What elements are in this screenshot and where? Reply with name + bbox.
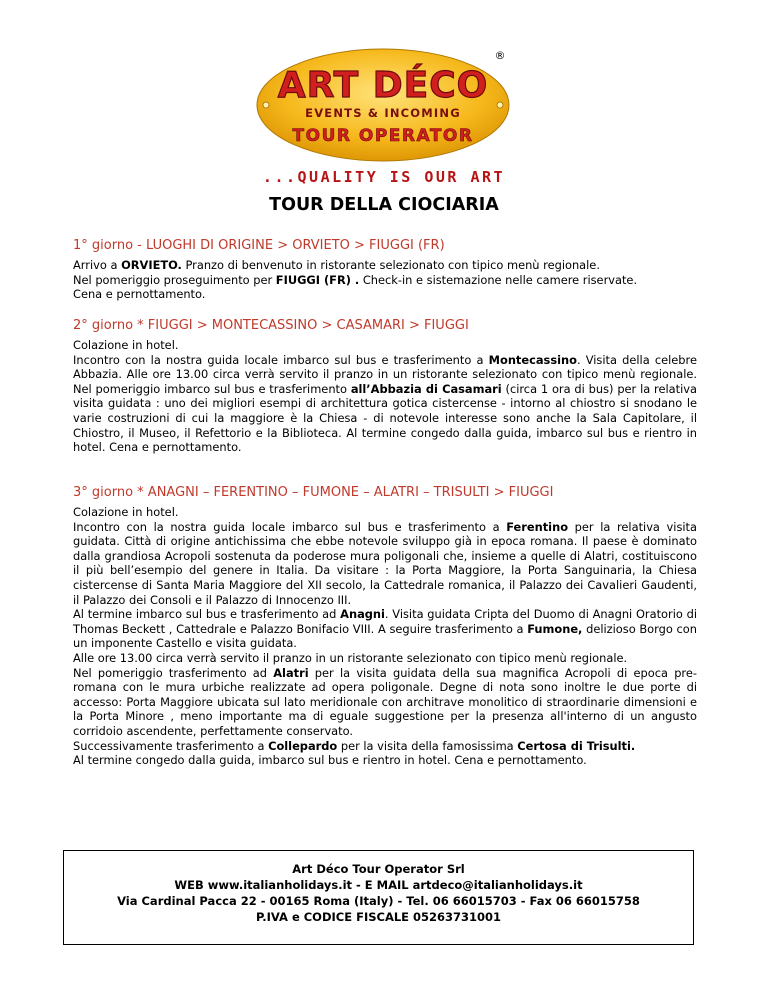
logo-rivet-icon [497,102,503,108]
tagline: ...QUALITY IS OUR ART [262,168,506,186]
day3-paragraph: Incontro con la nostra guida locale imbarco sul bus e trasferimento a Ferentino per la relativa visita guidata. Città di origine antichissima che ebbe notevole sviluppo già in epoca romana. Il paese è dominato dalla grandiosa Acropoli sostenuta da poderose mura poligonali che, insieme a quelle di Alatri, costituiscono il più bell’esempio del genere in Italia. Da visitare : la Porta Maggiore, la Porta Sanguinaria, la Chiesa cistercense di Santa Maria Maggiore del XII secolo, la Cattedrale romanica, il Palazzo dei Cavalieri Gaudenti, il Palazzo dei Consoli e il Palazzo di Innocenzo III. [73,519,697,607]
footer-vat: P.IVA e CODICE FISCALE 05263731001 [255,910,502,924]
day1-section [73,238,697,302]
day2-text [73,338,697,455]
footer-web-email: WEB www.italianholidays.it - E MAIL artdeco@italianholidays.it [174,878,583,892]
day3-section [73,485,697,768]
day1-paragraph: Cena e pernottamento. [73,287,206,302]
day1-text [73,258,697,302]
logo-line3: TOUR OPERATOR [292,126,474,146]
logo-rivet-icon [263,102,269,108]
day3-paragraph: Colazione in hotel. [73,505,179,519]
day3-text [73,505,697,768]
footer-address: Via Cardinal Pacca 22 - 00165 Roma (Italy) - Tel. 06 66015703 - Fax 06 66015758 [117,894,640,908]
day3-paragraph: Nel pomeriggio trasferimento ad Alatri per la visita guidata della sua magnifica Acropoli di epoca pre-romana con le mura urbiche realizzate ad opera poligonale. Degne di nota sono inoltre le due porte di accesso: Porta Maggiore ubicata sul lato meridionale con architrave monolitico di straordinarie dimensioni e la Porta Minore , meno importante ma di eguale suggestione per la presenza all'interno di un angusto corridoio ascendente, perfettamente conservato. [73,665,697,738]
footer-company: Art Déco Tour Operator Srl [292,862,465,876]
day3-paragraph: Al termine imbarco sul bus e trasferimento ad Anagni. Visita guidata Cripta del Duomo di Anagni Oratorio di Thomas Beckett , Cattedrale e Palazzo Bonifacio VIII. A seguire trasferimento a Fumone, delizioso Borgo con un imponente Castello e visita guidata. [73,607,697,651]
logo-registered: ® [494,49,506,62]
footer-box [63,850,694,945]
day1-paragraph: Arrivo a ORVIETO. Pranzo di benvenuto in ristorante selezionato con tipico menù regionale. [73,258,600,272]
day2-section [73,318,697,455]
logo-line2: EVENTS & INCOMING [305,106,461,120]
day2-title: 2° giorno * FIUGGI > MONTECASSINO > CASAMARI > FIUGGI [73,318,469,333]
day3-paragraph: Successivamente trasferimento a Collepardo per la visita della famosissima Certosa di Trisulti. [73,738,636,753]
day2-paragraph: Incontro con la nostra guida locale imbarco sul bus e trasferimento a Montecassino. Visita della celebre Abbazia. Alle ore 13.00 circa verrà servito il pranzo in un ristorante selezionato con tipico menù regionale. Nel pomeriggio imbarco sul bus e trasferimento all’Abbazia di Casamari (circa 1 ora di bus) per la relativa visita guidata : uno dei migliori esempi di architettura gotica cistercense - intorno al chiostro si snodano le varie costruzioni di cui la maggiore è la Chiesa - di notevole interesse sono anche la Sala Capitolare, il Chiostro, il Museo, il Refettorio e la Biblioteca. Al termine congedo dalla guida, imbarco sul bus e rientro in hotel. Cena e pernottamento. [73,352,697,455]
page-title: TOUR DELLA CIOCIARIA [269,195,499,215]
logo-brand: ART DÉCO [277,65,489,106]
day3-paragraph: Al termine congedo dalla guida, imbarco sul bus e rientro in hotel. Cena e pernottamento. [73,753,587,768]
day3-paragraph: Alle ore 13.00 circa verrà servito il pranzo in un ristorante selezionato con tipico menù regionale. [73,650,628,665]
day1-paragraph: Nel pomeriggio proseguimento per FIUGGI (FR) . Check-in e sistemazione nelle camere riservate. [73,272,638,287]
day3-title: 3° giorno * ANAGNI – FERENTINO – FUMONE – ALATRI – TRISULTI > FIUGGI [73,485,554,500]
day2-paragraph: Colazione in hotel. [73,338,179,352]
day1-title: 1° giorno - LUOGHI DI ORIGINE > ORVIETO > FIUGGI (FR) [73,238,445,253]
